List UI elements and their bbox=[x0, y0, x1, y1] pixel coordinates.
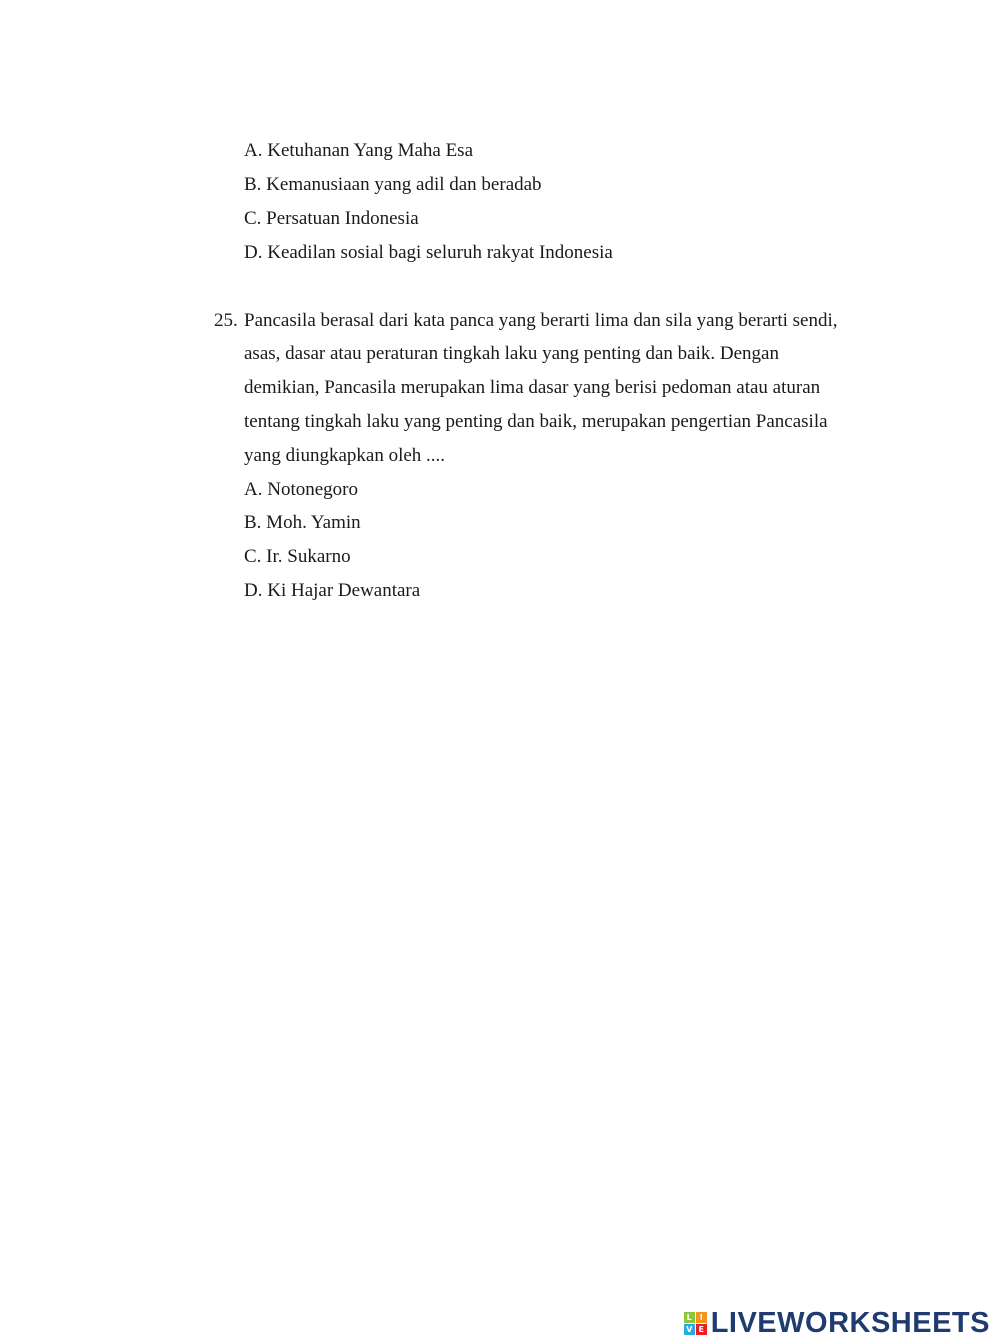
logo-block: I bbox=[696, 1312, 707, 1323]
logo-mark-icon bbox=[684, 1312, 707, 1335]
question-number: 25. bbox=[214, 310, 238, 331]
option-d-prev: D. Keadilan sosial bagi seluruh rakyat Indonesia bbox=[244, 242, 613, 263]
question-text-line: demikian, Pancasila merupakan lima dasar yang berisi pedoman atau aturan bbox=[244, 377, 821, 398]
option-b: B. Moh. Yamin bbox=[244, 512, 361, 533]
option-c: C. Ir. Sukarno bbox=[244, 546, 351, 567]
logo-block: E bbox=[696, 1324, 707, 1335]
option-c-prev: C. Persatuan Indonesia bbox=[244, 208, 419, 229]
question-text-line: tentang tingkah laku yang penting dan baik, merupakan pengertian Pancasila bbox=[244, 411, 828, 432]
question-text-line: yang diungkapkan oleh .... bbox=[244, 445, 446, 466]
option-d: D. Ki Hajar Dewantara bbox=[244, 580, 421, 601]
option-b-prev: B. Kemanusiaan yang adil dan beradab bbox=[244, 174, 542, 195]
option-a: A. Notonegoro bbox=[244, 479, 358, 500]
logo-text: LIVEWORKSHEETS bbox=[710, 1306, 990, 1339]
logo-block: L bbox=[684, 1312, 695, 1323]
question-text-line: Pancasila berasal dari kata panca yang berarti lima dan sila yang berarti sendi, bbox=[244, 310, 838, 331]
liveworksheets-logo bbox=[684, 1308, 990, 1338]
logo-block: V bbox=[684, 1324, 695, 1335]
option-a-prev: A. Ketuhanan Yang Maha Esa bbox=[244, 140, 474, 161]
question-text-line: asas, dasar atau peraturan tingkah laku yang penting dan baik. Dengan bbox=[244, 343, 779, 364]
